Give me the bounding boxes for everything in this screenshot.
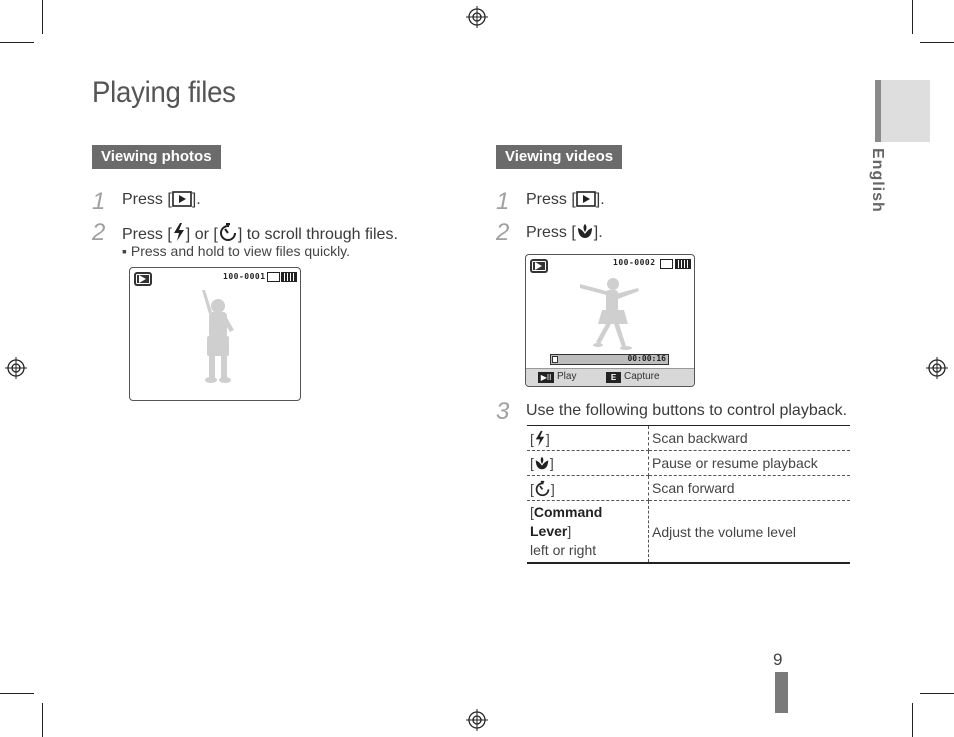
step-number: 1 <box>92 188 106 215</box>
battery-icon <box>281 272 297 282</box>
progress-handle <box>552 356 558 363</box>
command-lever-direction: left or right <box>530 542 597 558</box>
step-number: 2 <box>92 219 106 246</box>
language-tab <box>875 80 930 142</box>
section-heading-photos: Viewing photos <box>92 145 221 169</box>
registration-mark-icon <box>466 6 488 28</box>
play-label: Play <box>557 371 577 382</box>
lcd-control-bar <box>526 368 694 386</box>
page-number-bar <box>775 672 788 713</box>
playback-mode-icon <box>134 272 152 286</box>
crop-mark <box>0 693 34 694</box>
play-pause-key-icon: ▶II <box>538 372 554 383</box>
registration-mark-icon <box>926 357 948 379</box>
playback-controls-table <box>527 425 850 564</box>
crop-mark <box>912 0 913 34</box>
language-tab-label: English <box>869 148 886 213</box>
playback-progress-bar <box>550 354 669 365</box>
child-photo-image <box>192 286 240 386</box>
step-number: 1 <box>496 188 510 215</box>
crop-mark <box>912 703 913 737</box>
photo-step-1: Press [ ]. <box>122 191 201 208</box>
step-number: 2 <box>496 219 510 246</box>
table-row: [ ] Pause or resume playback <box>527 451 850 476</box>
table-row: [Command Lever] left or right Adjust the volume level <box>527 501 850 564</box>
flash-icon <box>534 430 546 447</box>
video-playback-screen <box>525 254 695 387</box>
photo-step-2: Press [ ] or [ ] to scroll through files. <box>122 222 398 244</box>
capture-label: Capture <box>624 371 660 382</box>
video-step-1: Press [ ]. <box>526 191 605 208</box>
control-action: Scan backward <box>649 426 851 451</box>
timer-icon <box>534 480 551 497</box>
macro-icon <box>534 455 550 471</box>
photo-playback-screen <box>129 267 301 401</box>
registration-mark-icon <box>5 357 27 379</box>
crop-mark <box>0 42 34 43</box>
crop-mark <box>920 693 954 694</box>
video-step-2: Press [ ]. <box>526 224 603 241</box>
table-row: [ ] Scan backward <box>527 426 850 451</box>
section-heading-videos: Viewing videos <box>496 145 622 169</box>
crop-mark <box>920 42 954 43</box>
battery-icon <box>675 259 691 269</box>
timer-icon <box>218 222 238 242</box>
playback-time: 00:00:16 <box>627 354 666 363</box>
file-number: 100-0002 <box>613 258 656 267</box>
file-number: 100-0001 <box>223 272 266 281</box>
dancer-video-image <box>576 272 646 352</box>
page-number: 9 <box>773 650 783 669</box>
step-number: 3 <box>496 398 510 425</box>
video-step-3: Use the following buttons to control playback. <box>526 402 848 419</box>
resolution-icon <box>267 272 280 282</box>
page-title: Playing files <box>92 76 236 109</box>
command-lever-label: Command Lever <box>530 504 603 539</box>
flash-icon <box>172 222 186 242</box>
macro-icon <box>576 222 594 240</box>
play-key-icon <box>172 191 192 207</box>
play-key-icon <box>576 191 596 207</box>
control-action: Adjust the volume level <box>649 501 851 564</box>
registration-mark-icon <box>466 709 488 731</box>
table-row: [ ] Scan forward <box>527 476 850 501</box>
control-action: Pause or resume playback <box>649 451 851 476</box>
resolution-icon <box>660 259 673 269</box>
e-key-icon: E <box>606 372 621 383</box>
control-action: Scan forward <box>649 476 851 501</box>
crop-mark <box>42 703 43 737</box>
playback-mode-icon <box>530 259 548 273</box>
photo-tip: ▪ Press and hold to view files quickly. <box>122 243 351 259</box>
crop-mark <box>42 0 43 34</box>
